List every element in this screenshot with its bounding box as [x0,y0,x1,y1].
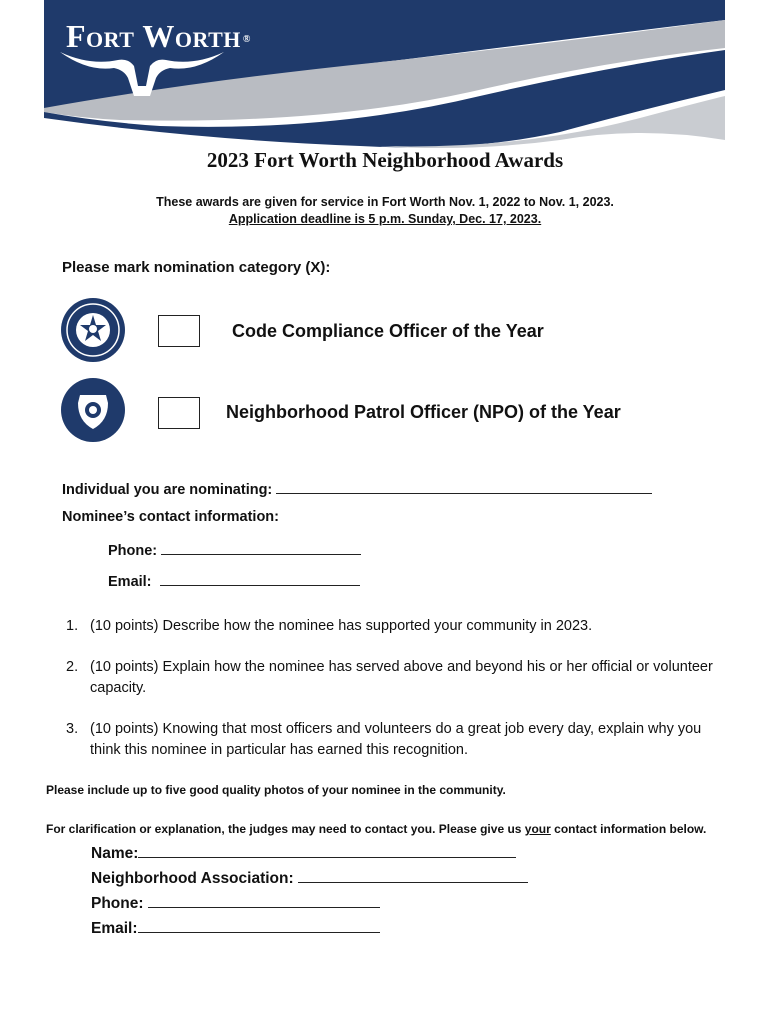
question-2 [66,657,716,699]
nominee-phone-field[interactable] [108,540,361,559]
category-label-code-compliance: Code Compliance Officer of the Year [232,321,544,341]
nominee-contact-heading: Nominee’s contact information: [62,509,279,525]
submitter-name-line[interactable] [138,843,516,858]
neighborhood-association-field[interactable] [91,868,528,888]
police-badge-icon [60,377,126,443]
question-number: 1. [66,618,79,634]
question-number: 3. [66,721,79,737]
code-compliance-checkbox[interactable] [158,315,200,347]
clarification-note [46,822,706,836]
page-title: 2023 Fort Worth Neighborhood Awards [206,148,564,172]
question-text: (10 points) Describe how the nominee has supported your community in 2023. [90,618,593,634]
neighborhood-association-line[interactable] [298,868,528,883]
submitter-email-line[interactable] [138,918,380,933]
individual-nominating-line[interactable] [276,479,652,494]
submitter-phone-line[interactable] [148,893,380,908]
code-compliance-seal-icon [60,297,126,363]
npo-checkbox[interactable] [158,397,200,429]
nominee-phone-label: Phone: [108,543,158,559]
clarification-emphasis: your [524,822,551,836]
individual-nominating-field[interactable] [62,479,652,498]
nominee-email-label: Email: [108,574,152,590]
submitter-phone-label: Phone: [91,895,144,912]
neighborhood-association-label: Neighborhood Association: [91,870,294,887]
submitter-phone-field[interactable] [91,893,380,913]
fort-worth-logo [66,18,251,55]
category-prompt: Please mark nomination category (X): [62,259,331,276]
nominee-email-field[interactable] [108,571,360,590]
question-1 [66,616,716,637]
nominee-email-line[interactable] [160,571,360,586]
submitter-email-field[interactable] [91,918,380,938]
submitter-name-label: Name: [91,845,139,862]
photos-note: Please include up to five good quality photos of your nominee in the community. [46,783,506,797]
intro-deadline: Application deadline is 5 p.m. Sunday, Dec. 17, 2023. [228,212,542,226]
category-label-npo: Neighborhood Patrol Officer (NPO) of the Year [226,402,621,422]
clarification-text-before: For clarification or explanation, the judges may need to contact you. Please give us [46,822,525,836]
submitter-email-label: Email: [91,920,138,937]
question-3 [66,719,716,761]
clarification-text-after: contact information below. [550,822,707,836]
nominee-phone-line[interactable] [161,540,361,555]
logo-text: Fort Worth [66,18,241,54]
question-text: (10 points) Knowing that most officers and volunteers do a great job every day, explain why you think this nominee in particular has earned this recognition. [90,721,702,758]
individual-nominating-label: Individual you are nominating: [62,482,273,498]
intro-service-period: These awards are given for service in Fort Worth Nov. 1, 2022 to Nov. 1, 2023. [156,195,614,209]
submitter-name-field[interactable] [91,843,516,863]
question-number: 2. [66,659,79,675]
question-text: (10 points) Explain how the nominee has served above and beyond his or her official or volunteer capacity. [90,659,713,696]
registered-mark: ® [242,34,251,46]
